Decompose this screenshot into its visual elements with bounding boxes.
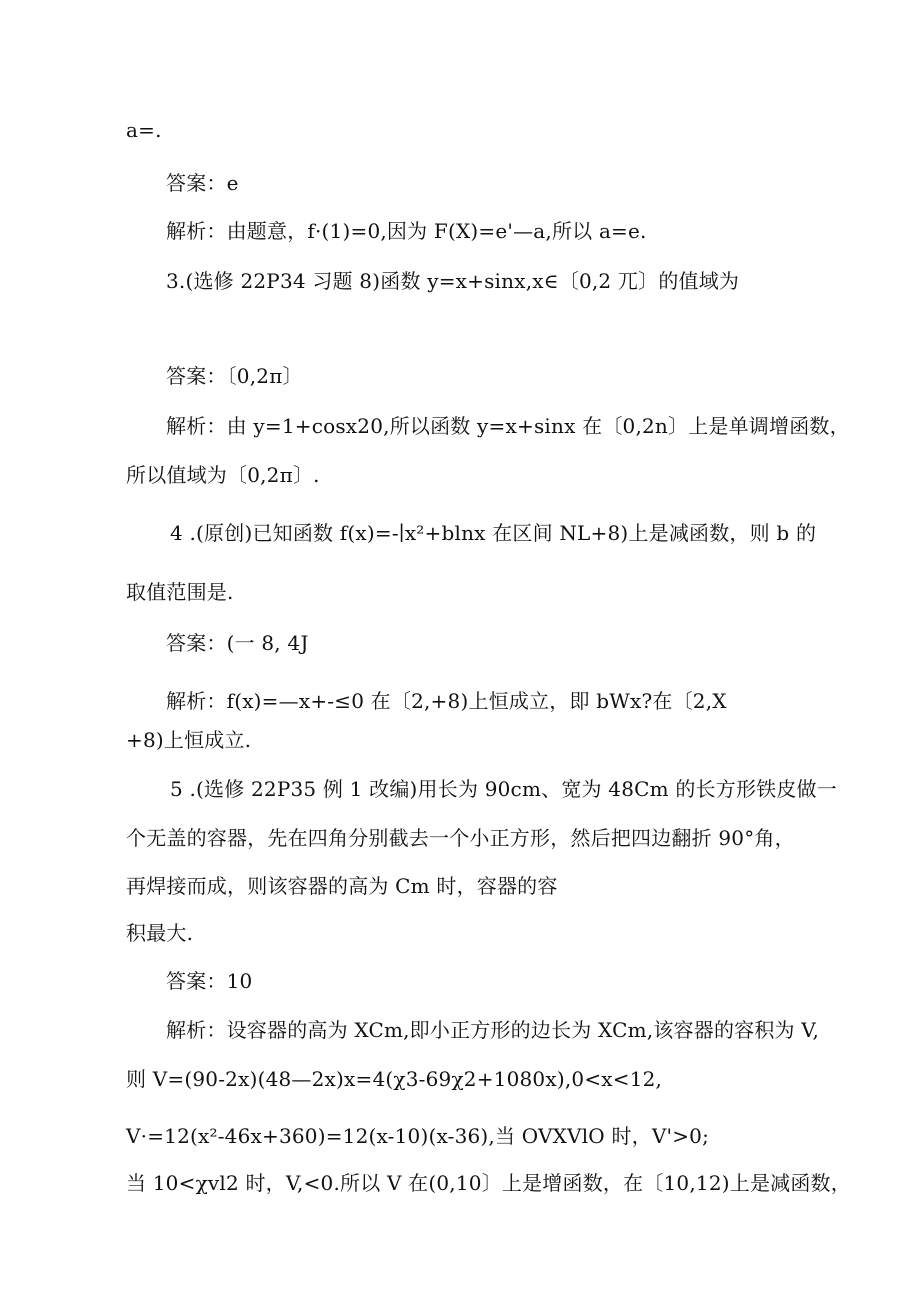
analysis-line-q5-3: V·=12(x²-46x+360)=12(x-10)(x-36),当 OVXVlO 时，V'>0; bbox=[126, 1124, 710, 1148]
analysis-line-q5-2: 则 V=(90-2x)(48—2x)x=4(χ3-69χ2+1080x),0<x<12, bbox=[126, 1067, 663, 1091]
analysis-line-q3-2: 所以值域为〔0,2π〕. bbox=[126, 463, 320, 487]
answer-line-q5: 答案：10 bbox=[166, 969, 253, 993]
analysis-line-q5-4: 当 10<χvl2 时，V,<0.所以 V 在(0,10〕上是增函数，在〔10,12)上是减函数， bbox=[126, 1171, 851, 1195]
analysis-line-q5-1: 解析：设容器的高为 XCm,即小正方形的边长为 XCm,该容器的容积为 V, bbox=[166, 1018, 819, 1042]
question-line-q5-4: 积最大. bbox=[126, 921, 194, 945]
question-line-q4-2: 取值范围是. bbox=[126, 580, 234, 604]
text-line-a-blank: a=. bbox=[126, 118, 162, 142]
answer-line-q4: 答案：(一 8, 4J bbox=[166, 631, 309, 655]
analysis-line-q4-1: 解析：f(x)=—x+-≤0 在〔2,+8)上恒成立，即 bWx?在〔2,X bbox=[166, 689, 727, 713]
question-line-q3: 3.(选修 22P34 习题 8)函数 y=x+sinx,x∈〔0,2 兀〕的值域为 bbox=[166, 269, 740, 293]
question-line-q4-1: 4 .(原创)已知函数 f(x)=-∣x²+blnx 在区间 NL+8)上是减函数，则 b 的 bbox=[170, 521, 817, 545]
question-line-q5-3: 再焊接而成，则该容器的高为 Cm 时，容器的容 bbox=[126, 874, 558, 898]
question-line-q5-1: 5 .(选修 22P35 例 1 改编)用长为 90cm、宽为 48Cm 的长方形铁皮做一 bbox=[170, 777, 837, 801]
analysis-line-q4-2: +8)上恒成立. bbox=[126, 728, 252, 752]
analysis-line-q2: 解析：由题意，f·(1)=0,因为 F(X)=e'—a,所以 a=e. bbox=[166, 219, 647, 243]
question-line-q5-2: 个无盖的容器，先在四角分别截去一个小正方形，然后把四边翻折 90°角， bbox=[126, 826, 795, 850]
answer-line-q3: 答案：〔0,2π〕 bbox=[166, 364, 303, 388]
answer-line-q2: 答案：e bbox=[166, 171, 239, 195]
analysis-line-q3-1: 解析：由 y=1+cosx20,所以函数 y=x+sinx 在〔0,2n〕上是单调增函数， bbox=[166, 414, 850, 438]
